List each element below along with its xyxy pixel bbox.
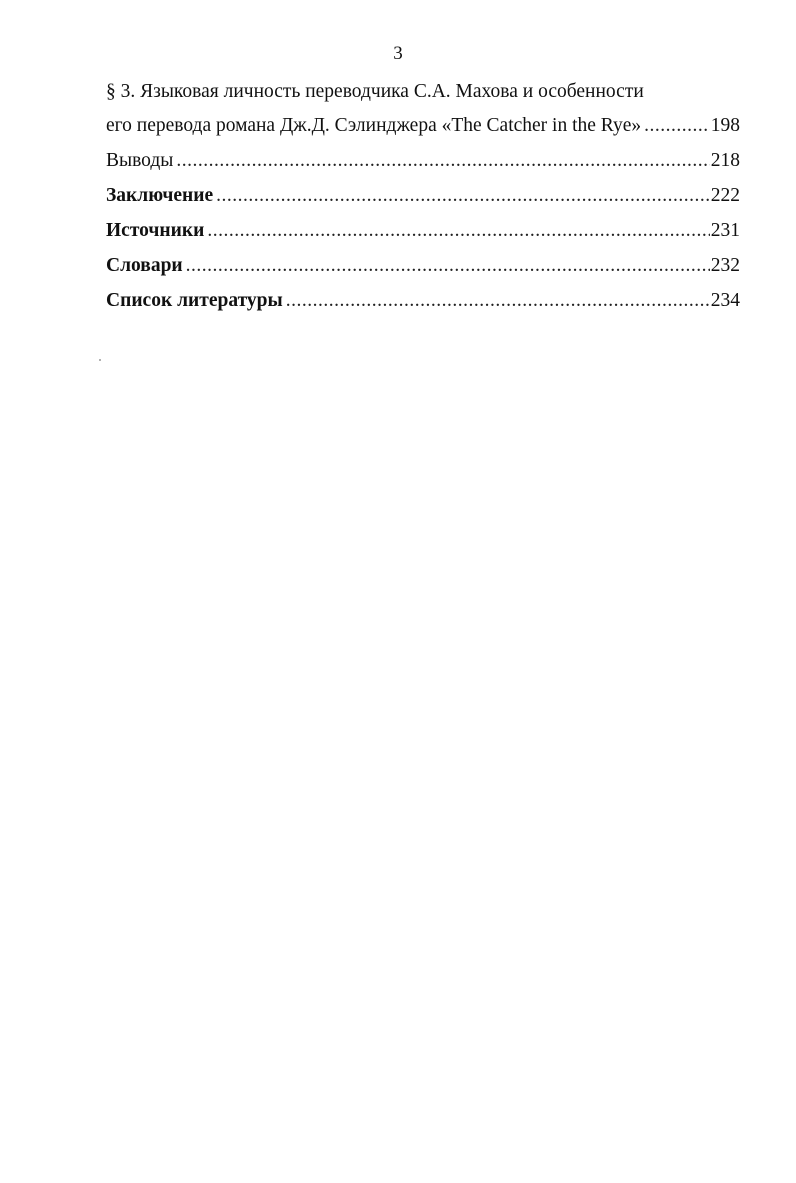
table-of-contents [106,76,740,318]
toc-entry-bibliography [106,283,740,318]
toc-entry-dictionaries [106,248,740,283]
toc-entry-title: Список литературы [106,290,283,311]
toc-entry-page: 218 [710,150,740,171]
toc-entry-title: Словари [106,255,183,276]
toc-entry-page: 222 [710,185,740,206]
toc-entry-title: Заключение [106,185,214,206]
toc-entry-title-line2: его перевода романа Дж.Д. Сэлинджера «The Catcher in the Rye» [106,115,642,136]
dot-leader [186,248,710,283]
dot-leader [207,213,709,248]
toc-entry-line [106,108,740,143]
toc-entry-section-3 [106,76,740,143]
toc-entry-page: 234 [710,290,740,311]
toc-entry-sources [106,213,740,248]
toc-entry-page: 231 [710,220,740,241]
toc-entry-page: 198 [710,115,740,136]
toc-entry-final-conclusion [106,178,740,213]
toc-entry-page: 232 [710,255,740,276]
dot-leader [286,283,710,318]
scan-speck [99,359,101,361]
dot-leader [176,143,709,178]
toc-entry-line [106,76,740,108]
toc-entry-conclusions [106,143,740,178]
toc-entry-title: Выводы [106,150,174,171]
toc-entry-title: Источники [106,220,205,241]
dot-leader [216,178,710,213]
page-number: 3 [393,43,403,64]
dot-leader [644,108,710,143]
toc-entry-title-line1: § 3. Языковая личность переводчика С.А. Махова и особенности [106,81,644,102]
